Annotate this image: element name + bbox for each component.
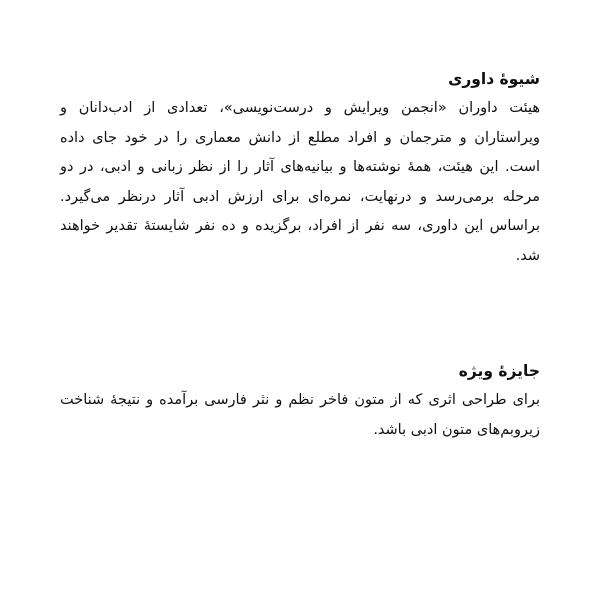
- special-award-section: [60, 356, 540, 445]
- special-award-paragraph: برای طراحی اثری که از متون فاخر نظم و نثر فارسی برآمده و نتیجهٔ شناخت زیروبم‌های متون ادبی باشد.: [60, 392, 540, 438]
- special-award-heading: جایزهٔ ویژه: [458, 362, 540, 380]
- judging-method-section: [60, 64, 540, 271]
- judging-method-heading: شیوهٔ داوری: [448, 70, 540, 88]
- judging-method-paragraph: هیئت داوران «انجمن ویرایش و درست‌نویسی»، تعدادی از ادب‌دانان و ویراستاران و مترجمان و افراد مطلع از دانش معماری را در خود جای داده است. این هیئت، همهٔ نوشته‌ها و بیانیه‌های آثار را از نظر زبانی و ادبی، در دو مرحله برمی‌رسد و درنهایت، نمره‌ای برای ارزش ادبی آثار درنظر می‌گیرد. براساس این داوری، سه نفر از افراد، برگزیده و ده نفر شایستهٔ تقدیر خواهند شد.: [60, 100, 540, 264]
